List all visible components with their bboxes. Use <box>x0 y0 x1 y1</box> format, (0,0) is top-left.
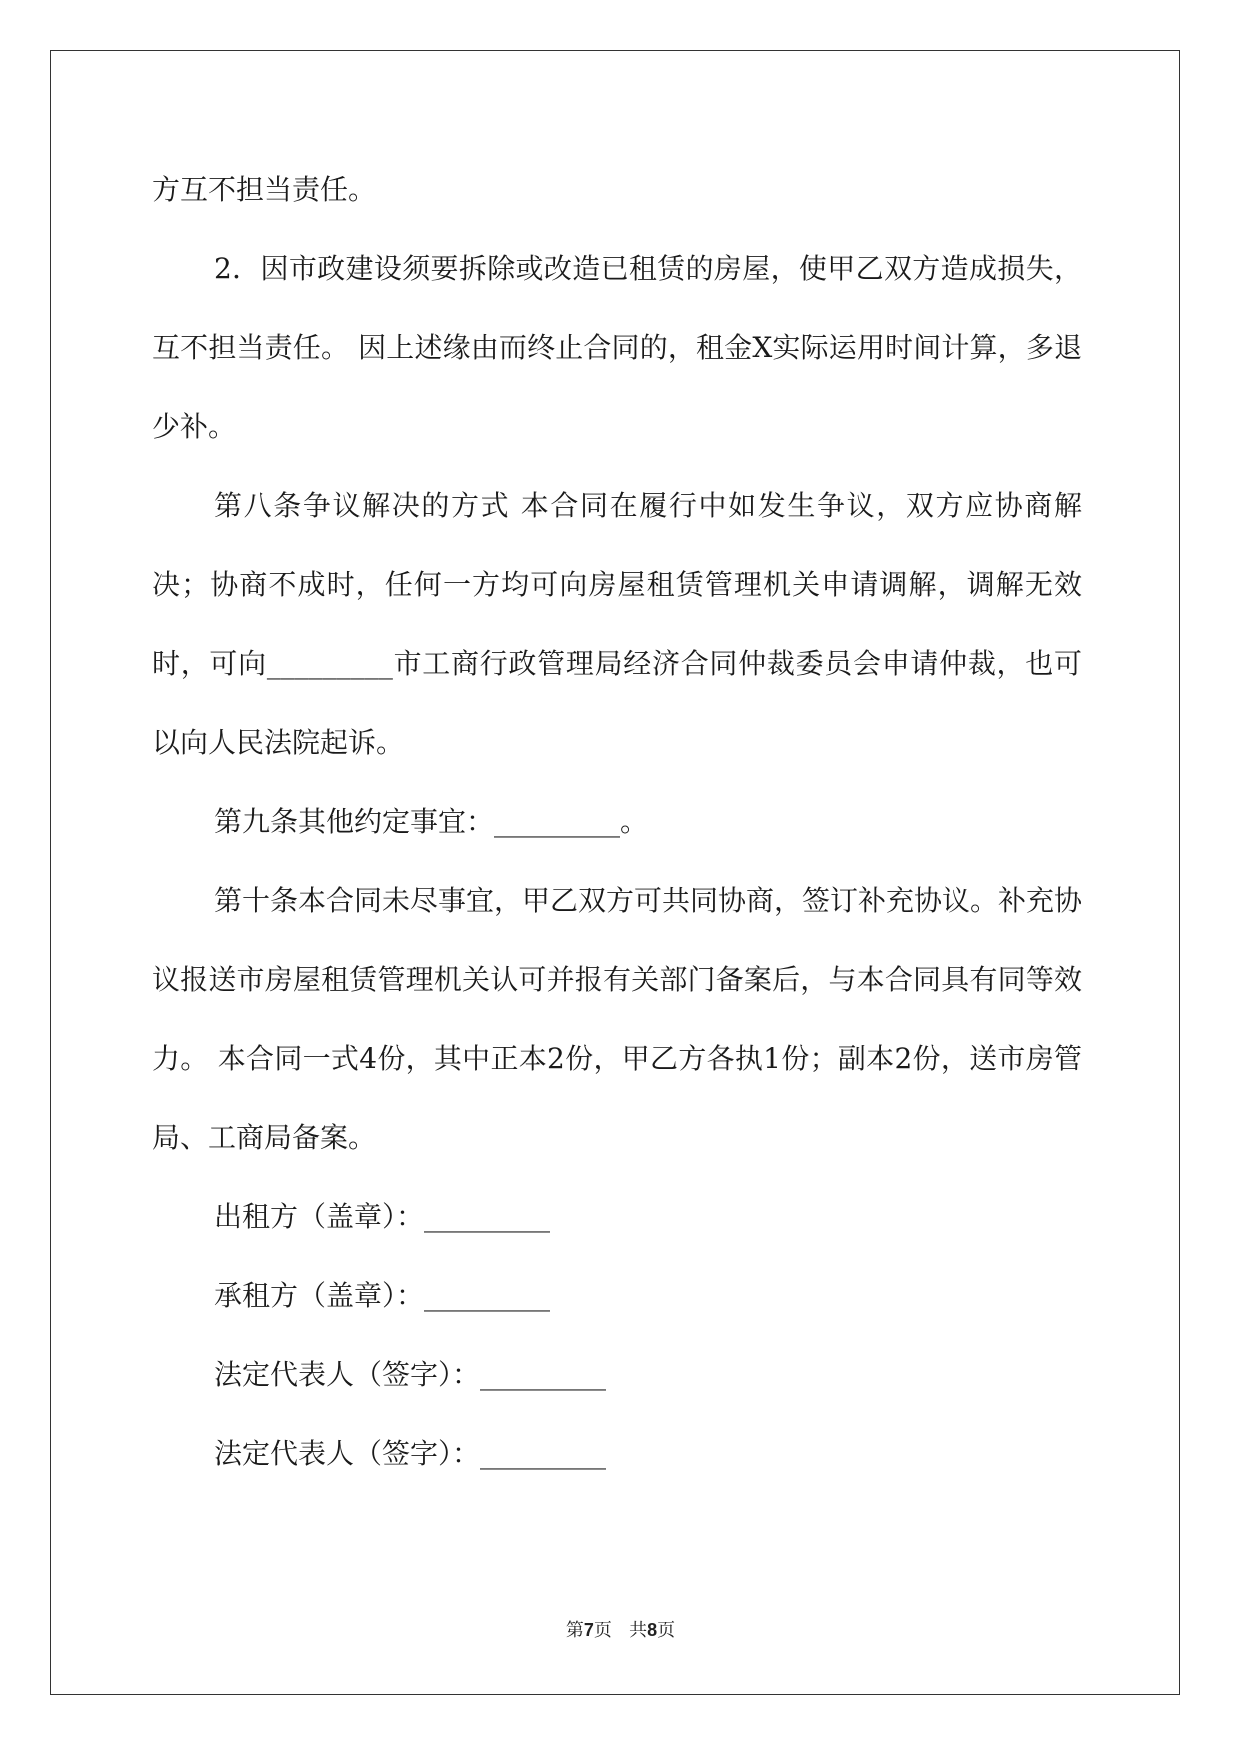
footer-page-word: 页 <box>593 1620 612 1641</box>
footer-total-suffix: 页 <box>657 1620 676 1641</box>
paragraph-article-8: 第八条争议解决的方式 本合同在履行中如发生争议，双方应协商解决；协商不成时，任何一方均可向房屋租赁管理机关申请调解，调解无效时，可向_________市工商行政管理局经济合同仲裁委员会申请仲裁，也可以向人民法院起诉。 <box>152 489 1082 759</box>
signature-legal-rep-1: 法定代表人（签字）：_________ <box>214 1358 607 1391</box>
document-body <box>152 150 1082 1493</box>
footer-prefix: 第 <box>565 1620 584 1641</box>
paragraph-continuation: 方互不担当责任。 <box>152 173 377 206</box>
signature-lessee: 承租方（盖章）：_________ <box>214 1279 551 1312</box>
current-page-number: 7 <box>583 1620 594 1640</box>
signature-lessor: 出租方（盖章）：_________ <box>214 1200 551 1233</box>
paragraph-clause-2: 2．因市政建设须要拆除或改造已租赁的房屋，使甲乙双方造成损失，互不担当责任。 因上述缘由而终止合同的，租金X实际运用时间计算，多退少补。 <box>152 252 1082 443</box>
page-footer <box>0 1616 1241 1642</box>
signature-legal-rep-2: 法定代表人（签字）：_________ <box>214 1437 607 1470</box>
paragraph-article-10: 第十条本合同未尽事宜，甲乙双方可共同协商，签订补充协议。补充协议报送市房屋租赁管理机关认可并报有关部门备案后，与本合同具有同等效力。 本合同一式4份，其中正本2份，甲乙方各执1份；副本2份，送市房管局、工商局备案。 <box>152 884 1083 1154</box>
total-pages-number: 8 <box>647 1620 658 1640</box>
paragraph-article-9: 第九条其他约定事宜：_________。 <box>214 805 649 838</box>
footer-total-prefix: 共 <box>629 1620 648 1641</box>
